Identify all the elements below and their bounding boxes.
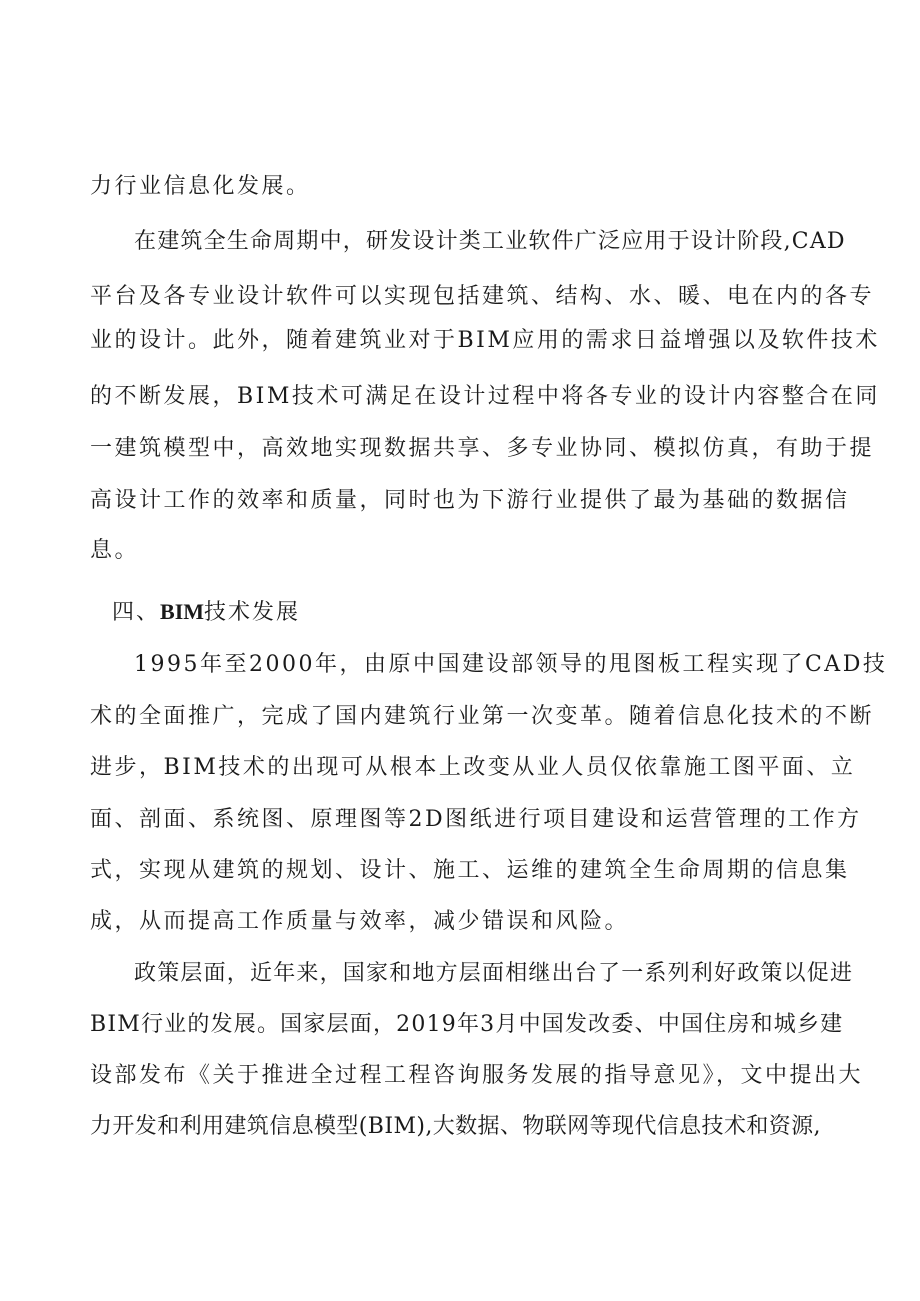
paragraph-line: 设部发布《关于推进全过程工程咨询服务发展的指导意见》，文中提出大 xyxy=(90,1063,864,1088)
section-heading xyxy=(112,597,840,628)
paragraph-line: 息。 xyxy=(90,538,140,563)
paragraph-line: 力行业信息化发展。 xyxy=(90,174,311,199)
paragraph-line: BIM行业的发展。国家层面，2019年3月中国发改委、中国住房和城乡建 xyxy=(90,1012,844,1037)
paragraph-line: 在建筑全生命周期中，研发设计类工业软件广泛应用于设计阶段,CAD xyxy=(134,229,846,254)
paragraph-line: 业的设计。此外，随着建筑业对于BIM应用的需求日益增强以及软件技术 xyxy=(90,328,880,353)
paragraph-line: 进步，BIM技术的出现可从根本上改变从业人员仅依靠施工图平面、立 xyxy=(90,755,856,780)
paragraph-line: 成，从而提高工作质量与效率，减少错误和风险。 xyxy=(90,909,630,934)
paragraph-line: 平台及各专业设计软件可以实现包括建筑、结构、水、暖、电在内的各专 xyxy=(90,284,875,309)
paragraph-line: 政策层面，近年来，国家和地方层面相继出台了一系列利好政策以促进 xyxy=(134,961,854,986)
paragraph-line: 力开发和利用建筑信息模型(BIM),大数据、物联网等现代信息技术和资源, xyxy=(90,1114,821,1139)
heading-latin: BIM xyxy=(160,599,205,624)
paragraph-line: 1995年至2000年，由原中国建设部领导的甩图板工程实现了CAD技 xyxy=(134,652,888,677)
heading-prefix: 四、 xyxy=(112,600,161,625)
paragraph-line: 面、剖面、系统图、原理图等2D图纸进行项目建设和运营管理的工作方 xyxy=(90,807,862,832)
heading-suffix: 技术发展 xyxy=(204,600,301,625)
paragraph-line: 术的全面推广，完成了国内建筑行业第一次变革。随着信息化技术的不断 xyxy=(90,704,875,729)
paragraph-line: 高设计工作的效率和质量，同时也为下游行业提供了最为基础的数据信 xyxy=(90,488,850,513)
paragraph-line: 一建筑模型中，高效地实现数据共享、多专业协同、模拟仿真，有助于提 xyxy=(90,436,875,461)
paragraph-line: 式，实现从建筑的规划、设计、施工、运维的建筑全生命周期的信息集 xyxy=(90,858,850,883)
paragraph-line: 的不断发展，BIM技术可满足在设计过程中将各专业的设计内容整合在同 xyxy=(90,384,880,409)
